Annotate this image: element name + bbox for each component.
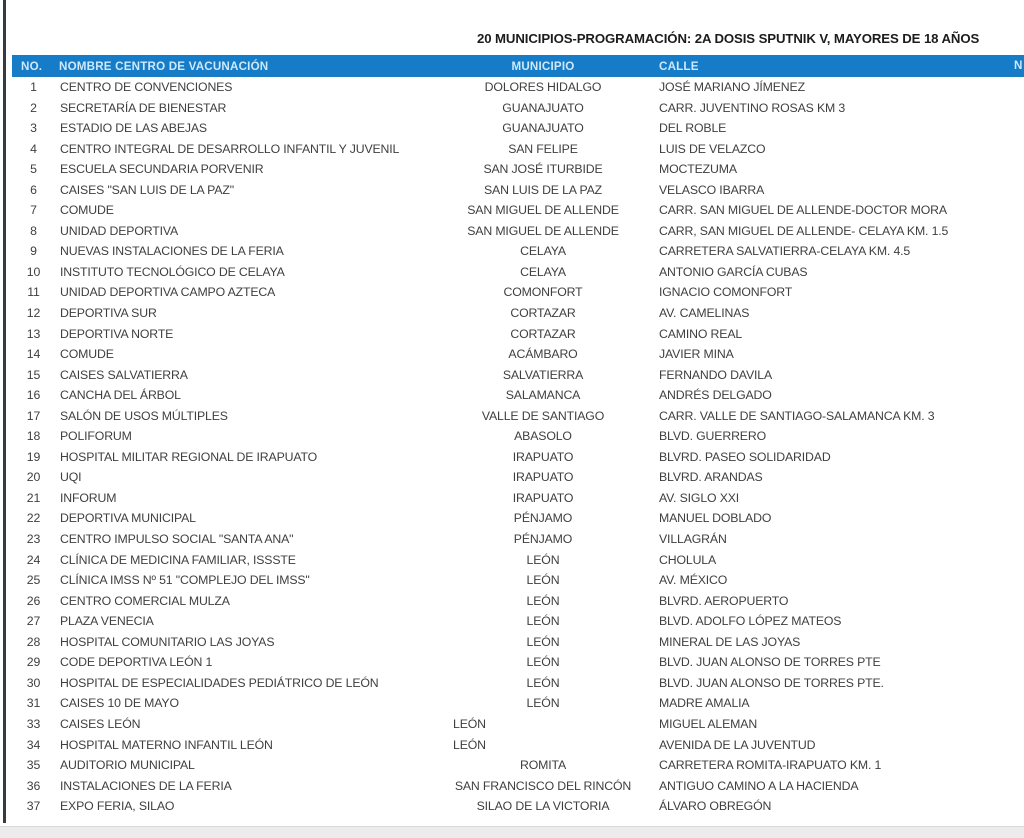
cell-name: COMUDE	[60, 203, 114, 218]
table-row	[12, 591, 1024, 612]
cell-calle: MANUEL DOBLADO	[659, 511, 772, 526]
table-row	[12, 796, 1024, 817]
cell-no: 20	[26, 470, 41, 485]
cell-no: 9	[30, 244, 37, 259]
cell-no: 8	[30, 223, 37, 238]
cell-no: 25	[26, 573, 41, 588]
bottom-edge-strip	[0, 826, 1024, 838]
cell-calle: CARR. VALLE DE SANTIAGO-SALAMANCA KM. 3	[659, 408, 935, 423]
cell-municipio: IRAPUATO	[512, 449, 574, 464]
table-header	[12, 55, 1024, 77]
cell-calle: DEL ROBLE	[659, 121, 727, 136]
cell-name: HOSPITAL MATERNO INFANTIL LEÓN	[60, 737, 273, 752]
cell-municipio: LEÓN	[526, 655, 560, 670]
table-row	[12, 488, 1024, 509]
cell-municipio: DOLORES HIDALGO	[484, 80, 602, 94]
cell-municipio: LEÓN	[526, 634, 560, 649]
cell-no: 13	[26, 326, 41, 341]
cell-name: CANCHA DEL ÁRBOL	[60, 388, 181, 403]
table-row	[12, 447, 1024, 468]
cell-calle: CAMINO REAL	[659, 326, 743, 341]
cell-no: 4	[30, 141, 37, 156]
cell-calle: AV. CAMELINAS	[659, 306, 750, 321]
table-row	[12, 652, 1024, 673]
cell-municipio: LEÓN	[526, 593, 560, 608]
table-row	[12, 159, 1024, 180]
cell-calle: BLVRD. ARANDAS	[659, 470, 763, 485]
table-row	[12, 673, 1024, 694]
cell-municipio: COMONFORT	[503, 285, 583, 300]
table-row	[12, 139, 1024, 160]
table-row	[12, 693, 1024, 714]
table-row	[12, 200, 1024, 221]
table-row	[12, 385, 1024, 406]
cell-name: CENTRO COMERCIAL MULZA	[60, 593, 230, 608]
cell-name: HOSPITAL MILITAR REGIONAL DE IRAPUATO	[60, 449, 318, 464]
cell-calle: ANDRÉS DELGADO	[659, 388, 772, 403]
cell-calle: BLVD. ADOLFO LÓPEZ MATEOS	[659, 614, 842, 629]
cell-calle: MADRE AMALIA	[659, 696, 750, 711]
cell-name: CAISES "SAN LUIS DE LA PAZ"	[60, 182, 234, 197]
table-row	[12, 735, 1024, 756]
cell-municipio: SAN MIGUEL DE ALLENDE	[467, 223, 619, 238]
cell-municipio: SAN FELIPE	[508, 141, 578, 156]
cell-no: 37	[26, 799, 41, 814]
table-row	[12, 344, 1024, 365]
cell-calle: ANTONIO GARCÍA CUBAS	[659, 264, 808, 279]
cell-no: 35	[26, 758, 41, 773]
cell-no: 33	[26, 716, 41, 731]
cell-no: 22	[26, 511, 41, 526]
cell-no: 28	[26, 634, 41, 649]
cell-no: 5	[30, 162, 37, 177]
cell-calle: AV. MÉXICO	[659, 573, 728, 588]
vaccination-centers-table	[12, 55, 1024, 817]
cell-municipio: IRAPUATO	[512, 470, 574, 485]
table-row	[12, 755, 1024, 776]
cell-name: DEPORTIVA NORTE	[60, 326, 174, 341]
cell-no: 3	[30, 121, 37, 136]
cell-name: EXPO FERIA, SILAO	[60, 799, 175, 814]
cell-municipio: IRAPUATO	[512, 490, 574, 505]
cell-name: CAISES LEÓN	[60, 716, 141, 731]
cell-calle: VILLAGRÁN	[659, 532, 727, 547]
cell-calle: BLVRD. PASEO SOLIDARIDAD	[659, 449, 831, 464]
cell-name: ESCUELA SECUNDARIA PORVENIR	[60, 162, 264, 177]
cell-municipio: CORTAZAR	[510, 306, 576, 321]
cell-municipio: LEÓN	[526, 696, 560, 711]
table-row	[12, 221, 1024, 242]
cell-no: 34	[26, 737, 41, 752]
cell-calle: CARRETERA ROMITA-IRAPUATO KM. 1	[659, 758, 882, 773]
cell-no: 18	[26, 429, 41, 444]
cell-name: INSTITUTO TECNOLÓGICO DE CELAYA	[60, 264, 285, 279]
cell-name: UQI	[60, 470, 82, 485]
cell-name: CLÍNICA IMSS Nº 51 "COMPLEJO DEL IMSS"	[60, 573, 310, 588]
cell-no: 1	[30, 80, 37, 94]
cell-municipio: LEÓN	[453, 716, 486, 731]
table-row	[12, 776, 1024, 797]
table-row	[12, 467, 1024, 488]
cell-no: 12	[26, 306, 41, 321]
cell-municipio: LEÓN	[526, 614, 560, 629]
cell-calle: VELASCO IBARRA	[659, 182, 765, 197]
cell-name: CODE DEPORTIVA LEÓN 1	[60, 655, 213, 670]
table-row	[12, 508, 1024, 529]
cell-municipio: PÉNJAMO	[513, 532, 573, 547]
cell-calle: MOCTEZUMA	[659, 162, 737, 177]
cell-municipio: SALAMANCA	[505, 388, 581, 403]
table-row	[12, 303, 1024, 324]
cell-name: PLAZA VENECIA	[60, 614, 154, 629]
cell-name: INSTALACIONES DE LA FERIA	[60, 778, 232, 793]
column-header-name: NOMBRE CENTRO DE VACUNACIÓN	[55, 55, 427, 77]
cell-name: HOSPITAL COMUNITARIO LAS JOYAS	[60, 634, 275, 649]
cell-municipio: SILAO DE LA VICTORIA	[476, 799, 610, 814]
left-border-line	[3, 0, 6, 823]
cell-municipio: LEÓN	[526, 675, 560, 690]
cell-no: 6	[30, 182, 37, 197]
cell-no: 26	[26, 593, 41, 608]
cell-name: COMUDE	[60, 347, 114, 362]
cell-name: DEPORTIVA SUR	[60, 306, 157, 321]
cell-no: 27	[26, 614, 41, 629]
cell-municipio: ROMITA	[519, 758, 566, 773]
table-row	[12, 426, 1024, 447]
cell-municipio: CELAYA	[520, 264, 566, 279]
cell-calle: BLVD. JUAN ALONSO DE TORRES PTE.	[659, 675, 884, 690]
table-row	[12, 77, 1024, 98]
table-row	[12, 262, 1024, 283]
cell-municipio: ABASOLO	[514, 429, 572, 444]
cell-no: 7	[30, 203, 37, 218]
cell-no: 31	[26, 696, 41, 711]
table-row	[12, 714, 1024, 735]
cell-no: 23	[26, 532, 41, 547]
cell-municipio: PÉNJAMO	[513, 511, 573, 526]
cell-calle: LUIS DE VELAZCO	[659, 141, 766, 156]
cell-calle: MIGUEL ALEMAN	[659, 716, 758, 731]
column-header-calle: CALLE	[659, 55, 1024, 77]
cell-municipio: SAN JOSÉ ITURBIDE	[483, 162, 603, 177]
table-body	[12, 77, 1024, 817]
cell-calle: JOSÉ MARIANO JÍMENEZ	[659, 80, 805, 94]
cell-no: 21	[26, 490, 41, 505]
cell-name: CENTRO INTEGRAL DE DESARROLLO INFANTIL Y JUVENIL	[60, 141, 400, 156]
cell-name: SALÓN DE USOS MÚLTIPLES	[60, 408, 228, 423]
cell-calle: JAVIER MINA	[659, 347, 734, 362]
cell-municipio: GUANAJUATO	[502, 121, 584, 136]
cell-name: CAISES 10 DE MAYO	[60, 696, 179, 711]
cell-calle: IGNACIO COMONFORT	[659, 285, 793, 300]
cell-name: POLIFORUM	[60, 429, 132, 444]
cell-calle: ÁLVARO OBREGÓN	[659, 799, 772, 814]
column-header-no: NO.	[12, 55, 55, 77]
cell-no: 17	[26, 408, 41, 423]
cell-name: AUDITORIO MUNICIPAL	[60, 758, 195, 773]
cell-no: 10	[26, 264, 41, 279]
cell-calle: CARR. SAN MIGUEL DE ALLENDE-DOCTOR MORA	[659, 203, 947, 218]
table-row	[12, 550, 1024, 571]
cell-name: HOSPITAL DE ESPECIALIDADES PEDIÁTRICO DE LEÓN	[60, 675, 379, 690]
cell-calle: BLVRD. AEROPUERTO	[659, 593, 789, 608]
cell-name: CENTRO DE CONVENCIONES	[60, 80, 233, 94]
column-header-municipio: MUNICIPIO	[427, 55, 659, 77]
cell-name: UNIDAD DEPORTIVA CAMPO AZTECA	[60, 285, 276, 300]
column-header-cutoff: N	[1014, 59, 1023, 72]
table-row	[12, 570, 1024, 591]
cell-no: 2	[30, 100, 37, 115]
table-row	[12, 406, 1024, 427]
cell-no: 15	[26, 367, 41, 382]
cell-no: 24	[26, 552, 41, 567]
cell-no: 30	[26, 675, 41, 690]
cell-municipio: CORTAZAR	[510, 326, 576, 341]
cell-calle: CARRETERA SALVATIERRA-CELAYA KM. 4.5	[659, 244, 911, 259]
cell-municipio: LEÓN	[453, 737, 486, 752]
cell-no: 11	[27, 285, 40, 300]
cell-name: ESTADIO DE LAS ABEJAS	[60, 121, 207, 136]
cell-no: 16	[26, 388, 41, 403]
cell-no: 14	[26, 347, 41, 362]
cell-calle: MINERAL DE LAS JOYAS	[659, 634, 801, 649]
cell-name: SECRETARÍA DE BIENESTAR	[60, 100, 227, 115]
table-row	[12, 118, 1024, 139]
cell-municipio: SAN LUIS DE LA PAZ	[483, 182, 603, 197]
cell-name: CENTRO IMPULSO SOCIAL "SANTA ANA"	[60, 532, 294, 547]
cell-municipio: VALLE DE SANTIAGO	[481, 408, 605, 423]
cell-calle: CHOLULA	[659, 552, 717, 567]
cell-name: UNIDAD DEPORTIVA	[60, 223, 179, 238]
cell-municipio: SAN MIGUEL DE ALLENDE	[467, 203, 619, 218]
cell-no: 19	[26, 449, 41, 464]
cell-calle: AV. SIGLO XXI	[659, 490, 740, 505]
table-row	[12, 529, 1024, 550]
cell-name: CLÍNICA DE MEDICINA FAMILIAR, ISSSTE	[60, 552, 296, 567]
table-row	[12, 324, 1024, 345]
cell-municipio: ACÁMBARO	[508, 347, 578, 362]
cell-municipio: LEÓN	[526, 552, 560, 567]
cell-no: 36	[26, 778, 41, 793]
header-row	[12, 55, 1024, 77]
cell-municipio: SALVATIERRA	[502, 367, 584, 382]
table-row	[12, 632, 1024, 653]
table-row	[12, 180, 1024, 201]
cell-no: 29	[26, 655, 41, 670]
table-row	[12, 241, 1024, 262]
cell-municipio: CELAYA	[520, 244, 566, 259]
table-row	[12, 611, 1024, 632]
cell-municipio: GUANAJUATO	[502, 100, 584, 115]
table-row	[12, 282, 1024, 303]
cell-calle: CARR, SAN MIGUEL DE ALLENDE- CELAYA KM. 1.5	[659, 223, 949, 238]
cell-calle: ANTIGUO CAMINO A LA HACIENDA	[659, 778, 859, 793]
cell-calle: BLVD. JUAN ALONSO DE TORRES PTE	[659, 655, 881, 670]
cell-name: CAISES SALVATIERRA	[60, 367, 188, 382]
cell-municipio: SAN FRANCISCO DEL RINCÓN	[454, 778, 632, 793]
page-title: 20 MUNICIPIOS-PROGRAMACIÓN: 2A DOSIS SPUTNIK V, MAYORES DE 18 AÑOS	[477, 31, 980, 46]
cell-calle: FERNANDO DAVILA	[659, 367, 772, 382]
cell-calle: AVENIDA DE LA JUVENTUD	[659, 737, 816, 752]
cell-calle: BLVD. GUERRERO	[659, 429, 766, 444]
table-row	[12, 365, 1024, 386]
cell-name: NUEVAS INSTALACIONES DE LA FERIA	[60, 244, 284, 259]
cell-calle: CARR. JUVENTINO ROSAS KM 3	[659, 100, 846, 115]
cell-name: DEPORTIVA MUNICIPAL	[60, 511, 196, 526]
cell-municipio: LEÓN	[526, 573, 560, 588]
table-row	[12, 98, 1024, 119]
cell-name: INFORUM	[60, 490, 117, 505]
